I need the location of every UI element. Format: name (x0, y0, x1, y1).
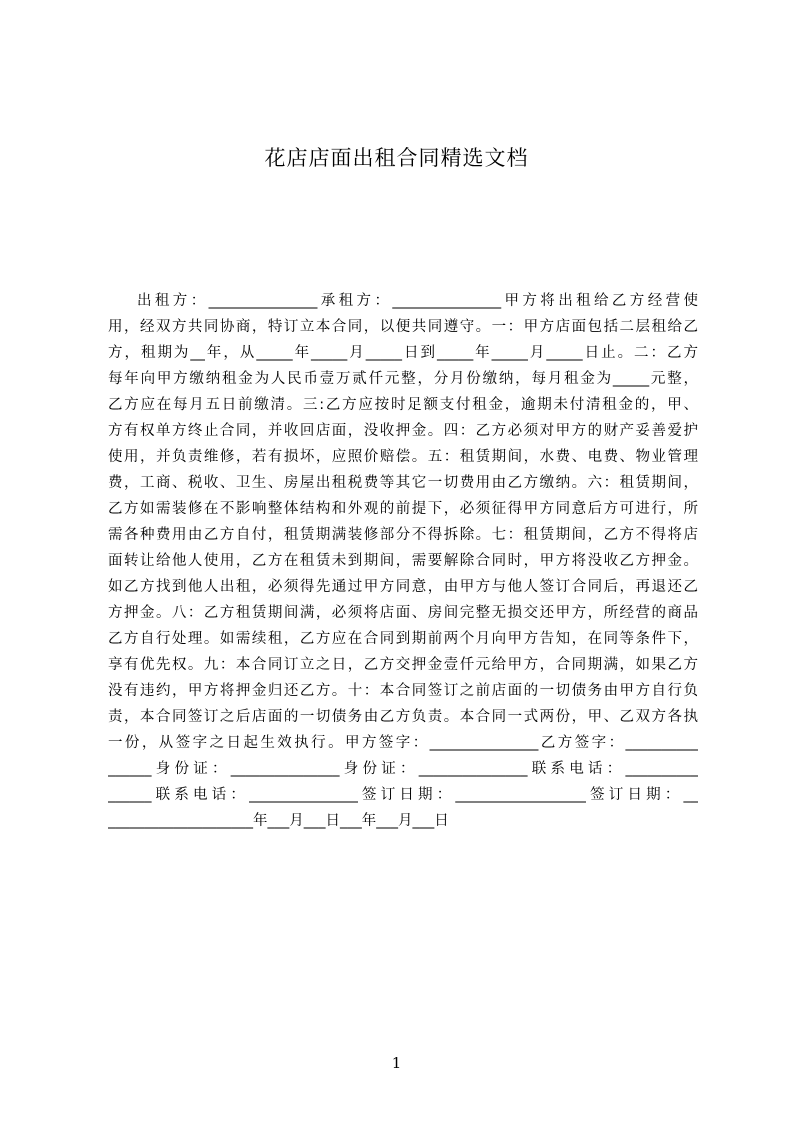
document-title: 花店店面出租合同精选文档 (264, 146, 529, 170)
body-line-4: 每年向甲方缴纳租金为人民币壹万贰仟元整，分月份缴纳，每月租金为_____元整， (108, 371, 698, 387)
body-line-14: 乙方自行处理。如需续租，乙方应在合同到期前两个月向甲方告知，在同等条件下， (108, 631, 698, 647)
page-number: 1 (391, 1054, 402, 1072)
body-line-3: 方，租期为__年，从_____年_____月_____日到_____年_____月_____日止。二：乙方 (108, 345, 698, 361)
body-line-6: 方有权单方终止合同，并收回店面，没收押金。四：乙方必须对甲方的财产妥善爱护 (108, 423, 698, 439)
body-line-10: 需各种费用由乙方自付，租赁期满装修部分不得拆除。七：租赁期间，乙方不得将店 (108, 527, 698, 543)
body-line-1: 出租方：_______________承租方：_______________甲方将出租给乙方经营使 (137, 293, 698, 309)
body-line-7: 使用，并负责维修，若有损坏，应照价赔偿。五：租赁期间，水费、电费、物业管理 (108, 449, 698, 465)
body-line-11: 面转让给他人使用，乙方在租赁未到期间，需要解除合同时，甲方将没收乙方押金。 (108, 553, 698, 569)
body-line-17: 责，本合同签订之后店面的一切债务由乙方负责。本合同一式两份，甲、乙双方各执 (108, 709, 698, 725)
body-line-21: ____________________年___月___日___年___月___日 (108, 813, 449, 829)
body-line-20: ______联系电话：_______________签订日期：__________________签订日期：__ (108, 787, 698, 803)
body-line-13: 方押金。八：乙方租赁期间满，必须将店面、房间完整无损交还甲方，所经营的商品 (108, 605, 698, 621)
body-line-18: 一份，从签字之日起生效执行。甲方签字：_______________乙方签字：__________ (108, 735, 698, 751)
body-line-8: 费，工商、税收、卫生、房屋出租税费等其它一切费用由乙方缴纳。六：租赁期间， (108, 475, 698, 491)
body-line-12: 如乙方找到他人出租，必须得先通过甲方同意，由甲方与他人签订合同后，再退还乙 (108, 579, 698, 595)
body-line-5: 乙方应在每月五日前缴清。三:乙方应按时足额支付租金，逾期未付清租金的，甲、 (108, 397, 698, 413)
body-line-15: 享有优先权。九：本合同订立之日，乙方交押金壹仟元给甲方，合同期满，如果乙方 (108, 657, 698, 673)
body-line-9: 乙方如需装修在不影响整体结构和外观的前提下，必须征得甲方同意后方可进行，所 (108, 501, 698, 517)
body-line-19: ______身份证：_______________身份证：_______________联系电话：__________ (108, 761, 698, 777)
body-line-16: 没有违约，甲方将押金归还乙方。十：本合同签订之前店面的一切债务由甲方自行负 (108, 683, 698, 699)
body-line-2: 用，经双方共同协商，特订立本合同，以便共同遵守。一：甲方店面包括二层租给乙 (108, 319, 698, 335)
contract-body (108, 288, 698, 834)
